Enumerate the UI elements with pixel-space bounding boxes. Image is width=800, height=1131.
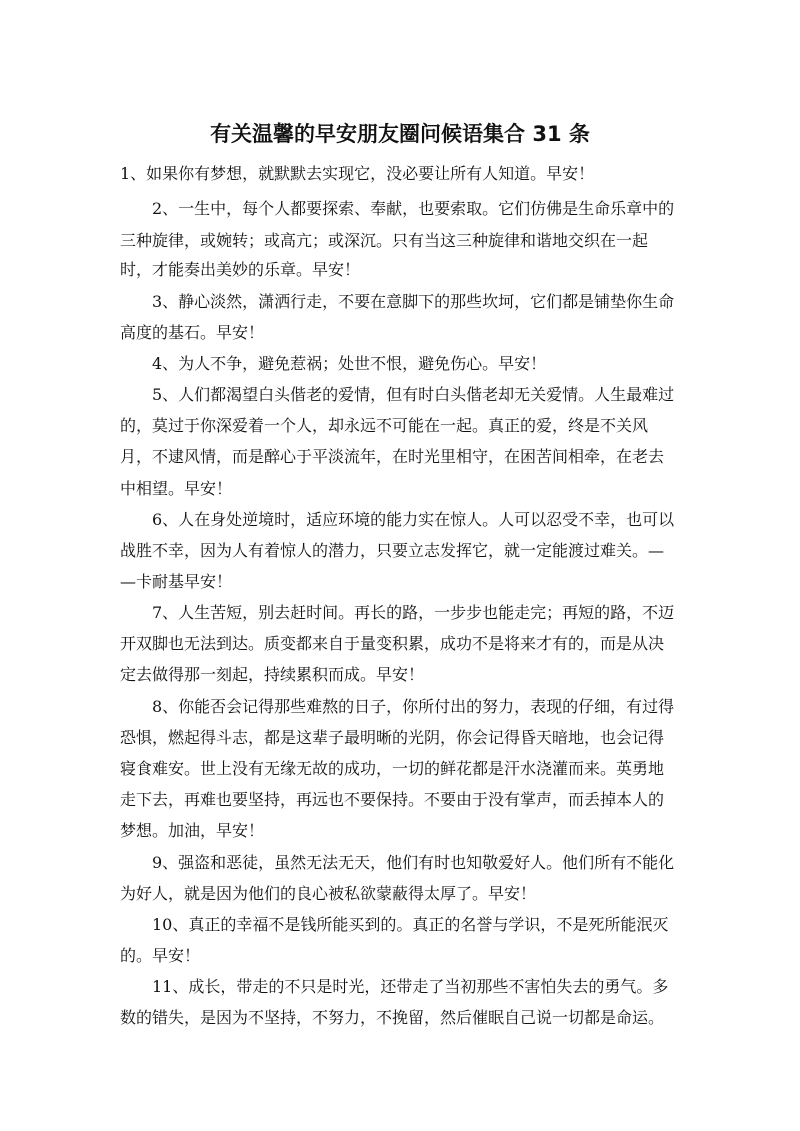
item-7-line-3: 定去做得那一刻起，持续累积而成。早安！ [120, 665, 425, 684]
item-9-line-2: 为好人，就是因为他们的良心被私欲蒙蔽得太厚了。早安！ [120, 884, 537, 903]
item-5-line-1: 5、人们都渴望白头偕老的爱情，但有时白头偕老却无关爱情。人生最难过 [152, 385, 675, 404]
item-11-line-2: 数的错失，是因为不坚持，不努力，不挽留，然后催眠自己说一切都是命运。 [120, 1008, 665, 1027]
item-7-line-2: 开双脚也无法到达。质变都来自于量变积累，成功不是将来才有的，而是从决 [120, 634, 665, 653]
item-8-line-2: 恐惧，燃起得斗志，都是这辈子最明晰的光阴，你会记得昏天暗地，也会记得 [120, 728, 665, 747]
item-8-line-4: 走下去，再难也要坚持，再远也不要保持。不要由于没有掌声，而丢掉本人的 [120, 790, 665, 809]
item-4-line-1: 4、为人不争，避免惹祸；处世不恨，避免伤心。早安！ [152, 354, 547, 373]
item-2-line-2: 三种旋律，或婉转；或高亢；或深沉。只有当这三种旋律和谐地交织在一起 [120, 231, 649, 250]
item-6-line-2: 战胜不幸，因为人有着惊人的潜力，只要立志发挥它，就一定能渡过难关。— [120, 541, 665, 560]
item-2-line-3: 时，才能奏出美妙的乐章。早安！ [120, 260, 361, 279]
document-title: 有关温馨的早安朋友圈问候语集合 31 条 [210, 122, 590, 146]
item-8-line-3: 寝食难安。世上没有无缘无故的成功，一切的鲜花都是汗水浇灌而来。英勇地 [120, 759, 665, 778]
item-3-line-1: 3、静心淡然，潇洒行走，不要在意脚下的那些坎坷，它们都是铺垫你生命 [152, 292, 675, 311]
item-1-line-1: 1、如果你有梦想，就默默去实现它，没必要让所有人知道。早安！ [120, 164, 595, 183]
item-8-line-5: 梦想。加油，早安！ [120, 821, 265, 840]
item-3-line-2: 高度的基石。早安！ [120, 323, 265, 342]
item-10-line-2: 的。早安！ [120, 946, 201, 965]
item-8-line-1: 8、你能否会记得那些难熬的日子，你所付出的努力，表现的仔细，有过得 [152, 697, 675, 716]
item-6-line-3: —卡耐基早安！ [120, 572, 233, 591]
item-5-line-4: 中相望。早安！ [120, 479, 233, 498]
item-6-line-1: 6、人在身处逆境时，适应环境的能力实在惊人。人可以忍受不幸，也可以 [152, 510, 675, 529]
item-5-line-2: 的，莫过于你深爱着一个人，却永远不可能在一起。真正的爱，终是不关风 [120, 416, 649, 435]
item-11-line-1: 11、成长，带走的不只是时光，还带走了当初那些不害怕失去的勇气。多 [152, 977, 669, 996]
item-2-line-1: 2、一生中，每个人都要探索、奉献，也要索取。它们仿佛是生命乐章中的 [152, 199, 675, 218]
item-5-line-3: 月，不逮风情，而是醉心于平淡流年，在时光里相守，在困苦间相牵，在老去 [120, 447, 665, 466]
item-9-line-1: 9、强盗和恶徒，虽然无法无天，他们有时也知敬爱好人。他们所有不能化 [152, 853, 675, 872]
item-7-line-1: 7、人生苦短，别去赶时间。再长的路，一步步也能走完；再短的路，不迈 [152, 603, 675, 622]
item-10-line-1: 10、真正的幸福不是钱所能买到的。真正的名誉与学识，不是死所能泯灭 [152, 915, 669, 934]
